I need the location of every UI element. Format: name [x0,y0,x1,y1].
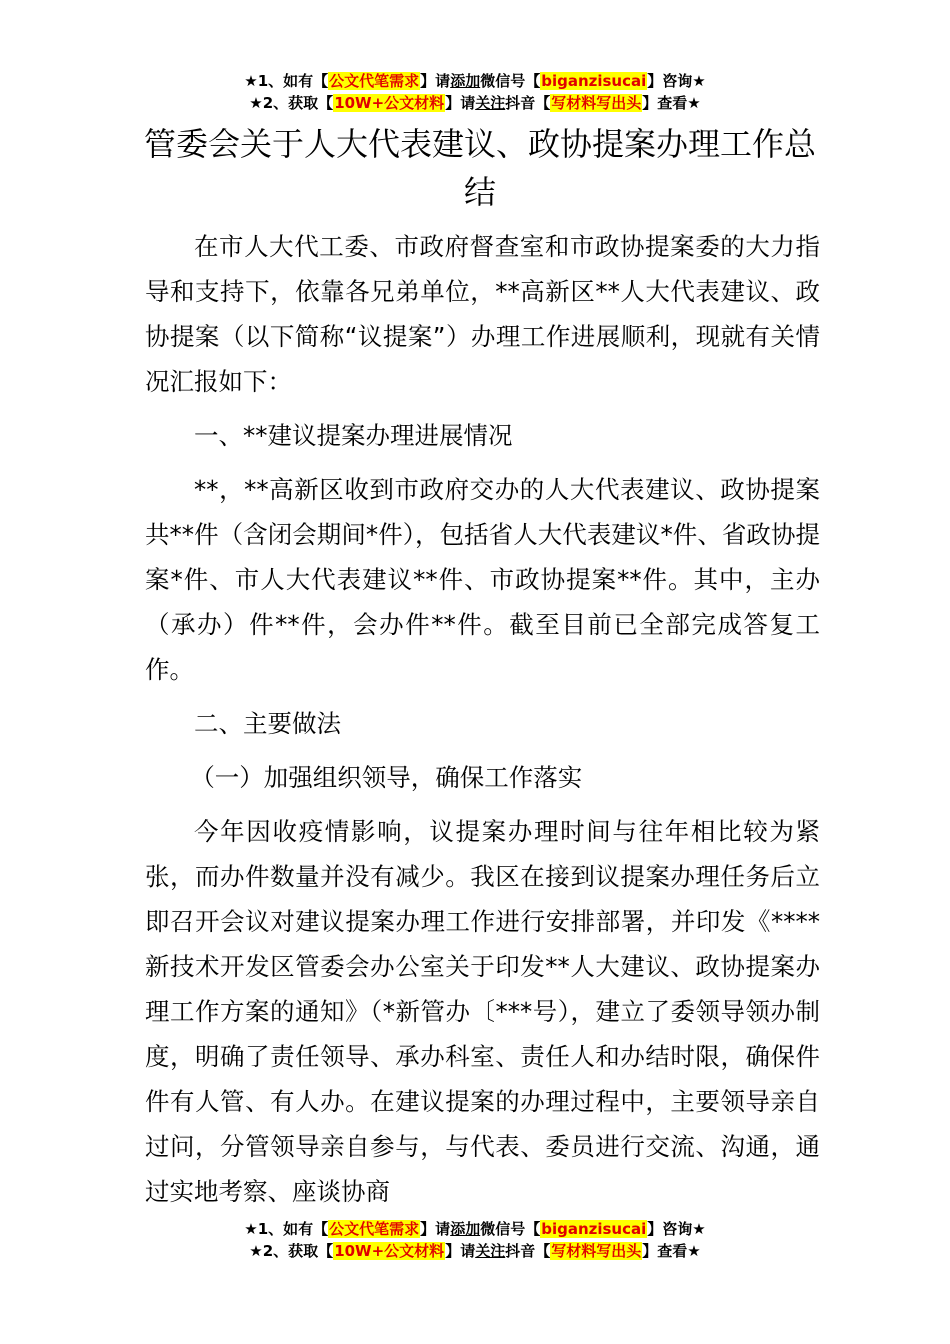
promo-highlight: 公文代笔需求 [329,72,420,90]
document-title: 管委会关于人大代表建议、政协提案办理工作总结 [143,125,816,211]
promo-underlined: 添加 [450,72,481,90]
document-body [145,224,820,1223]
promo-text: 】请 [445,1242,476,1260]
promo-text: 】查看★ [642,94,701,112]
promo-text: 微信号【 [480,1220,541,1238]
promo-text: ★2、获取【 [249,94,334,112]
promo-wechat-id: biganzisucai [541,1220,647,1238]
promo-text: 微信号【 [480,72,541,90]
promo-text: ★2、获取【 [249,1242,334,1260]
promo-highlight: 10W+公文材料 [334,1242,445,1260]
promo-highlight: 10W+公文材料 [334,94,445,112]
promo-line-1 [0,1218,950,1240]
promo-highlight: 公文代笔需求 [329,1220,420,1238]
promo-text: ★1、如有【 [244,1220,329,1238]
promo-douyin-id: 写材料写出头 [551,94,642,112]
paragraph-organization: 今年因收疫情影响，议提案办理时间与往年相比较为紧张，而办件数量并没有减少。我区在接到议提案办理任务后立即召开会议对建议提案办理工作进行安排部署，并印发《****新技术开发区管委会办公室关于印发**人大建议、政协提案办理工作方案的通知》（*新管办〔***号），建立了委领导领办制度，明确了责任领导、承办科室、责任人和办结时限，确保件件有人管、有人办。在建议提案的办理过程中，主要领导亲自过问，分管领导亲自参与，与代表、委员进行交流、沟通，通过实地考察、座谈协商 [145,817,820,1206]
paragraph-intro: 在市人大代工委、市政府督查室和市政协提案委的大力指导和支持下，依靠各兄弟单位，**高新区**人大代表建议、政协提案（以下简称“议提案”）办理工作进展顺利，现就有关情况汇报如下： [145,232,820,396]
promo-wechat-id: biganzisucai [541,72,647,90]
section-heading-2: 二、主要做法 [194,709,341,738]
section-heading-1: 一、**建议提案办理进展情况 [194,421,513,450]
promo-underlined: 关注 [475,1242,506,1260]
promo-text: 抖音【 [505,1242,551,1260]
promo-text: 抖音【 [505,94,551,112]
promo-text: 】咨询★ [647,1220,706,1238]
promo-underlined: 关注 [475,94,506,112]
promo-line-2 [0,92,950,114]
promo-text: 】咨询★ [647,72,706,90]
bottom-promo-banner [0,1218,950,1262]
promo-underlined: 添加 [450,1220,481,1238]
paragraph-progress: **，**高新区收到市政府交办的人大代表建议、政协提案共**件（含闭会期间*件），包括省人大代表建议*件、省政协提案*件、市人大代表建议**件、市政协提案**件。其中，主办（承办）件**件，会办件**件。截至目前已全部完成答复工作。 [145,475,820,684]
promo-text: 】请 [420,72,451,90]
top-promo-banner [0,70,950,114]
promo-douyin-id: 写材料写出头 [551,1242,642,1260]
promo-line-2 [0,1240,950,1262]
promo-text: 】请 [445,94,476,112]
promo-line-1 [0,70,950,92]
subsection-heading-1: （一）加强组织领导，确保工作落实 [190,763,583,792]
promo-text: 】请 [420,1220,451,1238]
promo-text: 】查看★ [642,1242,701,1260]
promo-text: ★1、如有【 [244,72,329,90]
